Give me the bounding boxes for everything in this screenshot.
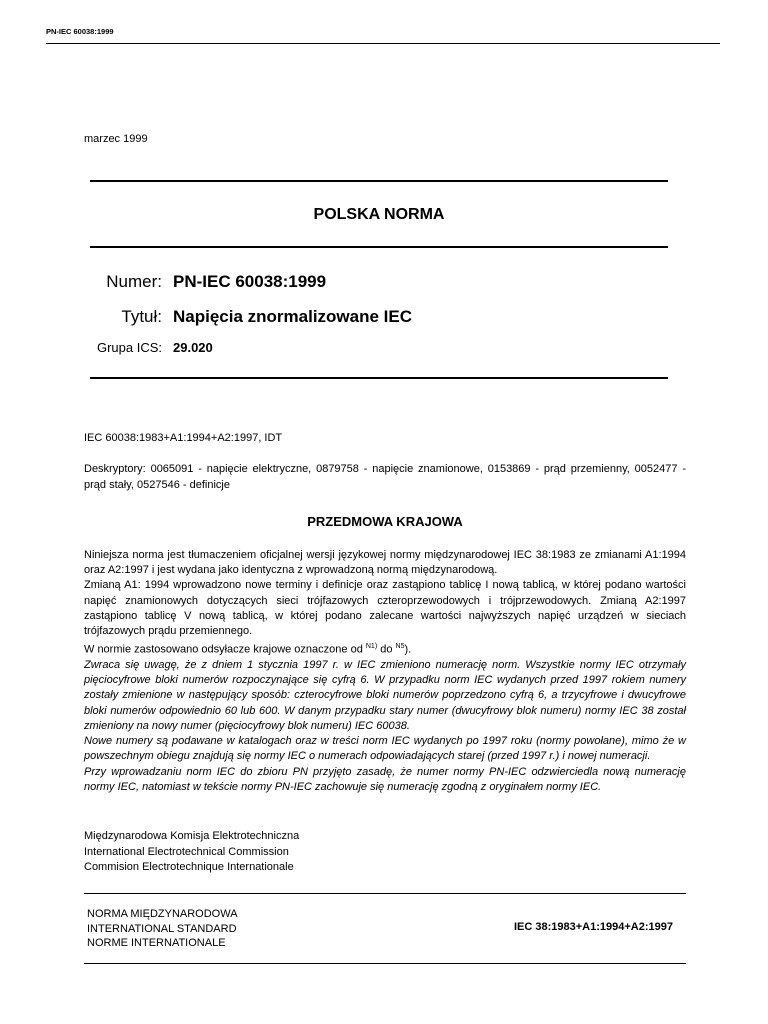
preface-paragraph-4: Zwraca się uwagę, że z dniem 1 stycznia 1997 r. w IEC zmieniono numerację norm. Wszystkie normy IEC otrzymały pięciocyfrowe bloki numerów rozpoczynające się cyfrą 6. W przypadku norm IEC wydanych przed 1997 rokiem numery zostały zmienione w następujący sposób: czterocyfrowe bloki numerów poprzedzono cyfrą 6, a trzycyfrowe i dwucyfrowe bloki numerów odpowiednio 60 lub 600. W danym przypadku stary numer (dwucyfrowy blok numeru) normy IEC 38 został zmieniony na nowy numer (pięciocyfrowy blok numeru) IEC 60038. bbox=[84, 659, 686, 732]
organization-name-fr: Commision Electrotechnique Internationale bbox=[84, 861, 294, 873]
international-standard-names bbox=[87, 907, 238, 951]
footnote-range-start: W normie zastosowano odsyłacze krajowe oznaczone od bbox=[84, 643, 366, 656]
title-rule-bottom bbox=[90, 246, 668, 248]
issue-date: marzec 1999 bbox=[84, 133, 148, 145]
organization-names bbox=[84, 829, 299, 876]
number-label: Numer: bbox=[106, 272, 162, 291]
preface-paragraph-2: Zmianą A1: 1994 wprowadzono nowe terminy i definicje oraz zastąpiono tablicę I nową tablicą, w której podano wartości napięć znamionowych dotyczących sieci trójfazowych czteroprzewodowych i trójprzewodowych. Zmianą A2:1997 zastąpiono tablicę V nową tablicą, w której podano zalecane wartości najwyższych napięć urządzeń w sieciach trójfazowych prądu przemiennego. bbox=[84, 579, 686, 638]
footnote-range-end: ). bbox=[404, 643, 412, 656]
title-rule-top bbox=[90, 180, 668, 182]
descriptors-text: Deskryptory: 0065091 - napięcie elektryczne, 0879758 - napięcie znamionowe, 0153869 - prąd przemienny, 0052477 - prąd stały, 0527546 - definicje bbox=[84, 463, 686, 491]
ics-label: Grupa ICS: bbox=[96, 340, 162, 355]
organization-name-pl: Międzynarodowa Komisja Elektrotechniczna bbox=[84, 830, 300, 842]
footnote-range-mid: do bbox=[377, 643, 396, 656]
preface-heading: PRZEDMOWA KRAJOWA bbox=[307, 514, 463, 529]
standard-name-pl: NORMA MIĘDZYNARODOWA bbox=[87, 908, 238, 920]
international-standard-code: IEC 38:1983+A1:1994+A2:1997 bbox=[514, 921, 674, 933]
header-rule bbox=[46, 43, 720, 44]
standard-name-fr: NORME INTERNATIONALE bbox=[87, 937, 226, 949]
standard-name-en: INTERNATIONAL STANDARD bbox=[87, 922, 237, 935]
ics-value: 29.020 bbox=[173, 340, 213, 355]
organization-name-en: International Electrotechnical Commission bbox=[84, 845, 289, 858]
running-header: PN-IEC 60038:1999 bbox=[46, 27, 114, 36]
standard-rule-bottom bbox=[84, 963, 686, 964]
page-title: POLSKA NORMA bbox=[313, 206, 445, 223]
footnote-mark-last: N5 bbox=[395, 643, 405, 651]
title-value: Napięcia znormalizowane IEC bbox=[173, 307, 413, 326]
preface-paragraph-5: Nowe numery są podawane w katalogach oraz w treści norm IEC wydanych po 1997 roku (normy powołane), mimo że w powszechnym obiegu znajdują się normy IEC o numerach odpowiadających starej (przed 1997 r.) i nowej numeracji. bbox=[84, 735, 686, 763]
standard-rule-top bbox=[84, 893, 686, 894]
footnote-mark-first: N1) bbox=[365, 643, 378, 651]
preface-paragraph-3 bbox=[84, 639, 686, 658]
meta-rule-bottom bbox=[90, 377, 668, 379]
descriptors bbox=[84, 461, 686, 493]
preface-body bbox=[84, 548, 686, 795]
reference-line: IEC 60038:1983+A1:1994+A2:1997, IDT bbox=[84, 432, 283, 444]
preface-paragraph-1: Niniejsza norma jest tłumaczeniem oficjalnej wersji językowej normy międzynarodowej IEC 38:1983 ze zmianami A1:1994 oraz A2:1997 i jest wydana jako identyczna z wprowadzoną normą międzynarodową. bbox=[84, 549, 686, 577]
number-value: PN-IEC 60038:1999 bbox=[173, 272, 327, 291]
preface-paragraph-6: Przy wprowadzaniu norm IEC do zbioru PN przyjęto zasadę, że numer normy PN-IEC odzwierciedla nową numerację normy IEC, natomiast w tekście normy PN-IEC zachowuje się numerację zgodną z oryginałem normy IEC. bbox=[84, 765, 686, 793]
title-label: Tytuł: bbox=[121, 307, 162, 326]
